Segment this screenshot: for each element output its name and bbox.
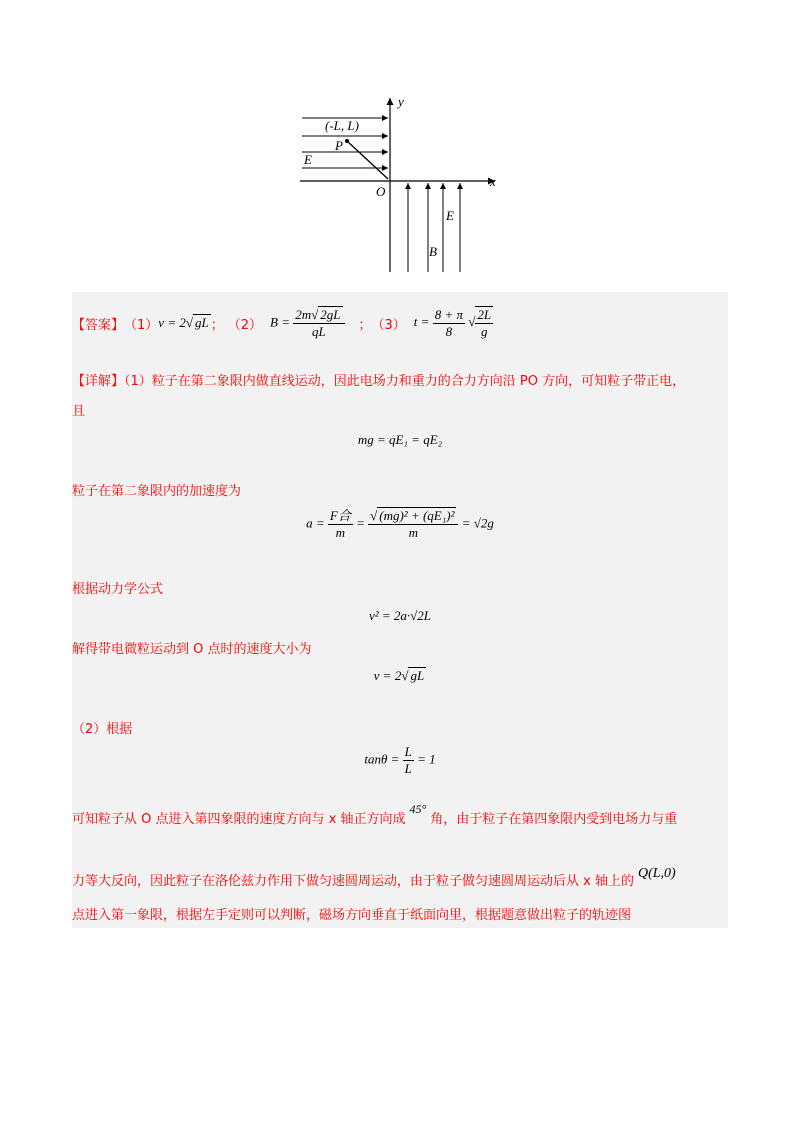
answer-2-expr: B = $\frac{2m√ 2gL}{qL}$: [270, 307, 344, 340]
field-e-right-label: E: [446, 208, 454, 223]
trajectory-po: [347, 141, 388, 179]
equation-3: v² = 2a·√2L: [368, 608, 432, 623]
detail-line-5: （2）根据: [72, 722, 133, 737]
origin-label: O: [376, 184, 386, 199]
answer-3-expr: t = $\frac{8 + \pi}{8}$ √ $\frac{2L}{g}$: [413, 306, 492, 339]
field-e-left-label: E: [304, 152, 312, 167]
answer-block: [72, 292, 728, 928]
detail-line-2: 粒子在第二象限内的加速度为: [72, 484, 242, 499]
answer-part-2: （2）: [227, 317, 263, 333]
detail-line-8: 点进入第一象限，根据左手定则可以判断，磁场方向垂直于纸面向里，根据题意做出粒子的轨迹图: [72, 908, 632, 923]
answer-line: [72, 306, 493, 340]
answer-part-1: （1）: [124, 317, 159, 333]
x-axis-label: x: [490, 174, 496, 189]
detail-line-1: 【详解】（1）粒子在第二象限内做直线运动，因此电场力和重力的合力方向沿 PO 方向，可知粒子带正电，: [72, 374, 686, 389]
equation-1: mg = qE₁ = qE₂: [357, 432, 443, 447]
point-p-label: P: [335, 138, 343, 153]
detail-line-4: 解得带电微粒运动到 O 点时的速度大小为: [72, 642, 312, 657]
answer-part-3: （3）: [371, 317, 406, 333]
answer-sep-2: ；: [358, 317, 372, 333]
detail-line-7: 力等大反向，因此粒子在洛伦兹力作用下做匀速圆周运动，由于粒子做匀速圆周运动后从 x 轴上的Q(L,0): [72, 866, 676, 889]
answer-sep-1: ；: [210, 317, 224, 333]
answer-1-expr: v = 2√ gL: [158, 315, 209, 330]
field-b-label: B: [429, 244, 437, 259]
equation-5: tanθ = $\frac{L}{L}$ = 1: [364, 744, 436, 776]
equation-4: v = 2√ gL: [373, 668, 425, 683]
detail-line-6: 可知粒子从 O 点进入第四象限的速度方向与 x 轴正方向成45°角，由于粒子在第四象限内受到电场力与重: [72, 802, 678, 827]
point-coords-label: (-L, L): [325, 118, 359, 133]
y-axis-label: y: [398, 94, 404, 109]
detail-tag: 【详解】: [72, 374, 125, 389]
point-p: [345, 139, 349, 143]
field-diagram: [290, 88, 510, 278]
diagram-svg: [290, 88, 510, 278]
detail-line-3: 根据动力学公式: [72, 582, 164, 597]
equation-2: a = $\frac{\text{F合}}{m}$ = $\frac{\text{√ (mg)² + (qE₁)²}}{m}$ = √2g: [306, 508, 494, 540]
answer-tag: 【答案】: [72, 317, 125, 333]
detail-line-1b: 且: [72, 404, 86, 419]
